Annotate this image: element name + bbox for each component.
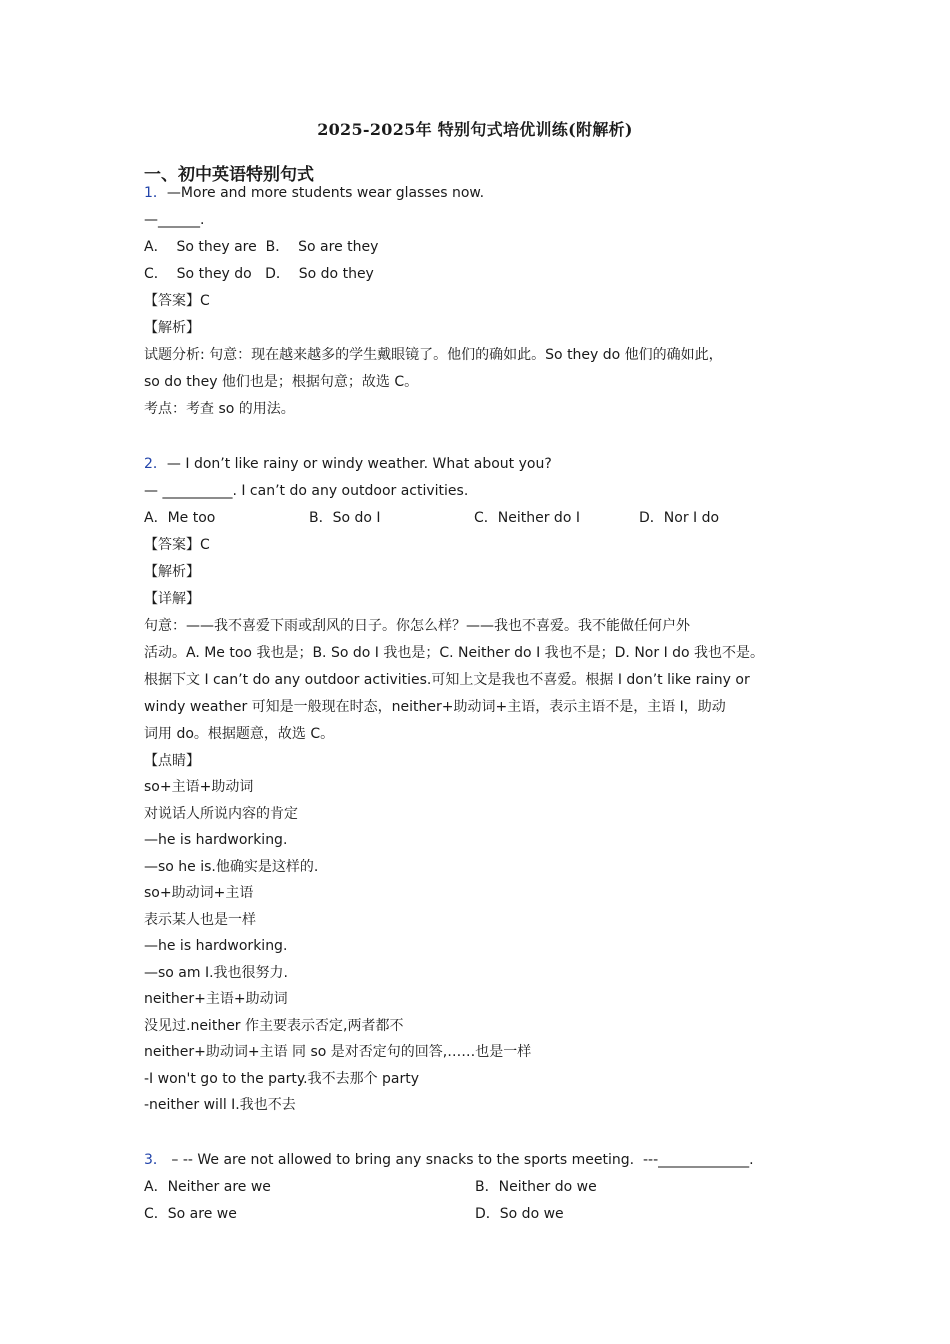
question-3-number: 3． [144,1151,167,1168]
question-2-answer: 【答案】C [144,537,210,553]
question-2-tip-line: —so he is.他确实是这样的. [144,858,319,875]
question-2-tip-label: 【点睛】 [144,752,200,769]
question-2-prompt: — I don’t like rainy or windy weather. What about you? [166,456,552,472]
question-1-number: 1． [144,185,167,201]
question-2-tip-line: so+主语+助动词 [144,779,254,795]
question-2-tip-line: —he is hardworking. [144,938,288,954]
question-2-tip-line: 对说话人所说内容的肯定 [144,805,298,822]
question-2-tip-line: neither+助动词+主语 同 so 是对否定句的回答,……也是一样 [144,1044,532,1060]
question-3-options-cd [144,1201,824,1228]
page-title: 2025-2025年 特别句式培优训练(附解析) [317,120,633,139]
question-2-tip-line: -neither will I.我也不去 [144,1097,296,1113]
question-2-option-b: B．So do I [309,510,381,526]
question-1-blank: —______. [144,212,205,228]
question-2-tip-line: so+助动词+主语 [144,885,254,901]
question-2-option-d: D．Nor I do [639,510,720,526]
question-2-tip-line: -I won't go to the party.我不去那个 party [144,1070,420,1087]
question-2-tip-line: neither+主语+助动词 [144,991,288,1007]
question-1-options-cd: C． So they do D． So do they [144,266,374,282]
question-2-tip-line: —so am I.我也很努力. [144,964,289,981]
question-3-prompt: – -- We are not allowed to bring any snacks to the sports meeting. ---_____________. [166,1151,754,1168]
question-2-number: 2． [144,456,167,472]
document-body [144,180,824,1228]
question-2-analysis-label: 【解析】 [144,564,200,580]
question-2-option-a: A．Me too [144,510,216,526]
question-3-prompt-line [144,1147,824,1174]
question-2-prompt-line [144,451,824,478]
question-1-prompt-line [144,180,824,207]
question-1-prompt: —More and more students wear glasses now. [166,185,485,201]
question-2-detail-line: 词用 do。根据题意，故选 C。 [144,725,335,742]
question-2-tip-line: —he is hardworking. [144,832,288,848]
question-3-option-c: C．So are we [144,1205,237,1222]
question-3-option-d: D．So do we [475,1205,564,1222]
question-2-blank: — __________. I can’t do any outdoor activities. [144,483,469,499]
question-1-answer: 【答案】C [144,293,210,309]
question-2-tip-line: 没见过.neither 作主要表示否定,两者都不 [144,1017,404,1034]
question-2-detail-line: 句意：——我不喜爱下雨或刮风的日子。你怎么样？——我也不喜爱。我不能做任何户外 [144,617,690,634]
question-2-detail-label: 【详解】 [144,591,200,607]
question-1-analysis-line: so do they 他们也是；根据句意；故选 C。 [144,374,419,390]
question-2-detail-line: 根据下文 I can’t do any outdoor activities.可知上文是我也不喜爱。根据 I don’t like rainy or [144,671,750,688]
question-1-analysis-line: 试题分析: 句意：现在越来越多的学生戴眼镜了。他们的确如此。So they do 他们的确如此， [144,347,723,363]
question-3-option-a: A．Neither are we [144,1178,271,1195]
question-3-option-b: B．Neither do we [475,1178,597,1195]
question-3-options-ab [144,1174,824,1201]
question-1-analysis-label: 【解析】 [144,320,200,336]
question-1-options-ab: A． So they are B． So are they [144,239,379,255]
section-heading: 一、初中英语特别句式 [144,165,314,185]
question-1-analysis-line: 考点：考查 so 的用法。 [144,401,295,417]
question-2-detail-line: windy weather 可知是一般现在时态，neither+助动词+主语，表示主语不是，主语 I，助动 [144,698,726,715]
question-2-tip-line: 表示某人也是一样 [144,911,256,928]
question-2-detail-line: 活动。A. Me too 我也是；B. So do I 我也是；C. Neither do I 我也不是；D. Nor I do 我也不是。 [144,644,765,661]
question-2-options [144,505,824,532]
question-2-option-c: C．Neither do I [474,510,580,526]
